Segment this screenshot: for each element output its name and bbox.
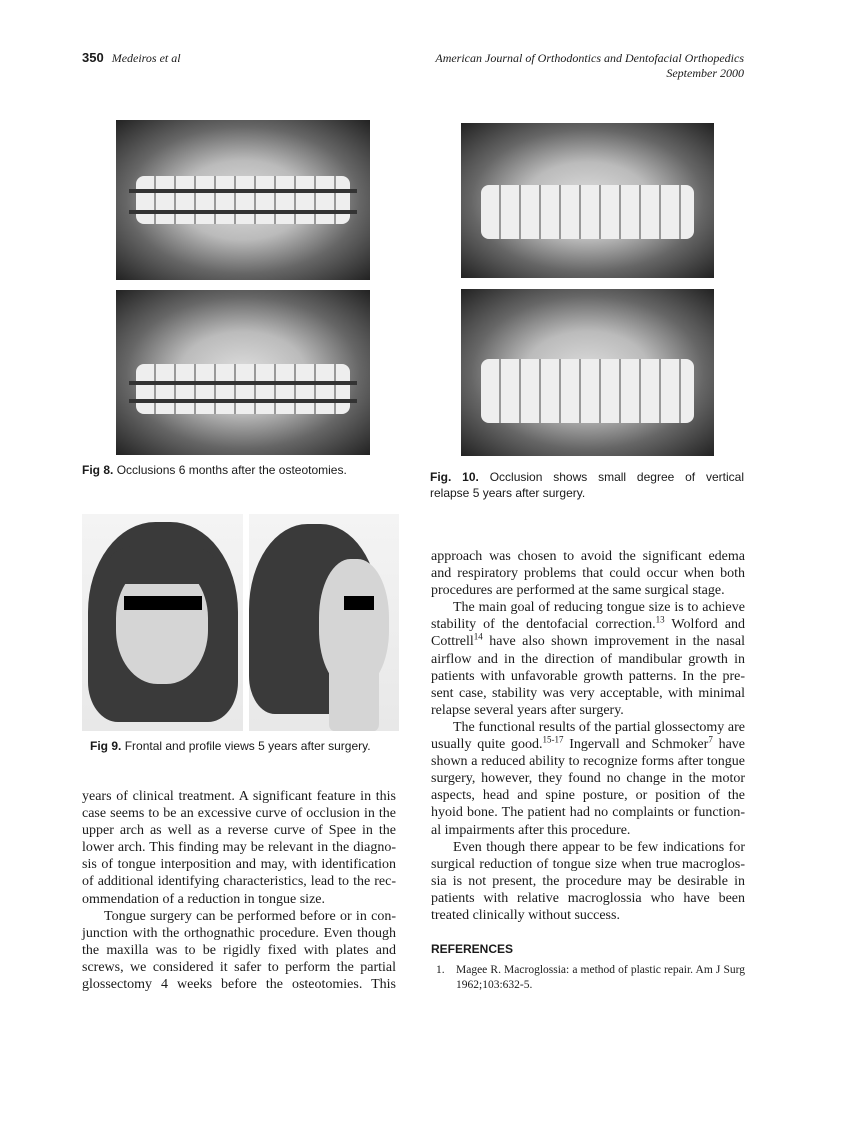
fig8-photo-upper bbox=[116, 120, 370, 280]
text-span: usually quite good. bbox=[431, 737, 543, 753]
fig8-caption bbox=[82, 462, 347, 478]
citation: 15-17 bbox=[542, 734, 564, 745]
journal-name: American Journal of Orthodontics and Dentofacial Orthopedics bbox=[435, 51, 744, 65]
text-line: glossectomy 4 weeks before the osteotomies. This bbox=[82, 977, 396, 993]
text-line: aspects, head and spine posture, or position of the bbox=[431, 788, 745, 804]
text-line: and respiratory problems that could occur when both bbox=[431, 566, 745, 582]
running-header-right bbox=[435, 51, 744, 81]
text-line: sent case, stability was very acceptable, with minimal bbox=[431, 685, 745, 701]
text-line: Even though there appear to be few indications for bbox=[453, 839, 745, 855]
fig9-caption-text: Frontal and profile views 5 years after surgery. bbox=[124, 739, 371, 753]
text-line: hyoid bone. The patient had no complaints or function- bbox=[431, 805, 745, 821]
text-line: procedures are performed at the same surgical stage. bbox=[431, 583, 725, 599]
reference-number: 1. bbox=[436, 964, 445, 976]
text-line: patients with relative macroglossia who have been bbox=[431, 890, 745, 906]
text-line: lower arch. This finding may be relevant in the diagno- bbox=[82, 840, 396, 856]
reference-text: 1962;103:632-5. bbox=[456, 979, 533, 991]
references-heading: REFERENCES bbox=[431, 942, 514, 956]
text-line: approach was chosen to avoid the significant edema bbox=[431, 549, 745, 564]
fig9-caption bbox=[90, 738, 371, 754]
journal-issue: September 2000 bbox=[666, 66, 744, 80]
reference-text: Magee R. Macroglossia: a method of plastic repair. Am J Surg bbox=[456, 964, 745, 976]
right-column-text bbox=[431, 548, 745, 924]
text-span: stability of the dentofacial correction. bbox=[431, 617, 656, 633]
citation: 14 bbox=[473, 631, 483, 642]
running-header-left bbox=[82, 50, 181, 66]
page-number: 350 bbox=[82, 50, 104, 65]
citation: 7 bbox=[708, 734, 713, 745]
text-line: sia is not present, the procedure may be desirable in bbox=[431, 873, 745, 889]
text-line: surgery, however, they found no change in the motor bbox=[431, 771, 745, 787]
eye-censor-bar bbox=[124, 596, 202, 610]
text-line: of additional identifying characteristics, lead to the rec- bbox=[82, 874, 396, 890]
fig10-photo-upper bbox=[461, 123, 714, 278]
fig8-photo-lower bbox=[116, 290, 370, 455]
text-span: Ingervall and Schmoker bbox=[563, 737, 709, 753]
citation: 13 bbox=[655, 614, 665, 625]
text-line bbox=[431, 633, 745, 650]
text-line: al impairments after this procedure. bbox=[431, 822, 631, 838]
left-column-text bbox=[82, 788, 396, 993]
text-line: sis of tongue interposition and may, with identification bbox=[82, 857, 396, 873]
text-line: screws, we considered it safer to perform the partial bbox=[82, 959, 396, 975]
text-line: surgical reduction of tongue size when true macroglos- bbox=[431, 856, 745, 872]
text-line: treated clinically without success. bbox=[431, 907, 620, 923]
fig9-photo-profile bbox=[249, 514, 399, 731]
fig10-caption bbox=[430, 469, 744, 501]
text-line: Tongue surgery can be performed before or in con- bbox=[104, 908, 396, 924]
fig8-label: Fig 8. bbox=[82, 463, 114, 477]
text-line bbox=[431, 736, 745, 753]
text-line: relapse several years after surgery. bbox=[431, 702, 624, 718]
text-line: the maxilla was to be rigidly fixed with plates and bbox=[82, 942, 396, 958]
fig9-label: Fig 9. bbox=[90, 739, 122, 753]
eye-censor-bar bbox=[344, 596, 374, 610]
text-line: airflow and in the direction of mandibular growth in bbox=[431, 651, 745, 667]
text-line: patients with unfavorable growth patterns. In the pre- bbox=[431, 668, 745, 684]
reference-item bbox=[431, 963, 745, 993]
fig10-label: Fig. 10. bbox=[430, 470, 479, 484]
text-line: The main goal of reducing tongue size is to achieve bbox=[453, 600, 745, 616]
text-span: have also shown improvement in the nasal bbox=[482, 634, 745, 650]
authors: Medeiros et al bbox=[111, 51, 181, 65]
text-line: case seems to be an excessive curve of occlusion in the bbox=[82, 806, 396, 822]
text-line: years of clinical treatment. A significant feature in this bbox=[82, 789, 396, 804]
fig9-photo-frontal bbox=[82, 514, 243, 731]
text-span: Wolford and bbox=[664, 617, 745, 633]
fig10-caption-line2: relapse 5 years after surgery. bbox=[430, 486, 586, 500]
fig10-caption-line1: Occlusion shows small degree of vertical bbox=[489, 470, 744, 484]
text-span: Cottrell bbox=[431, 634, 474, 650]
text-line: junction with the orthognathic procedure. Even though bbox=[82, 925, 396, 941]
text-line: shown a reduced ability to recognize forms after tongue bbox=[431, 754, 745, 770]
text-line: The functional results of the partial glossectomy are bbox=[453, 719, 745, 735]
fig10-photo-lower bbox=[461, 289, 714, 456]
text-line: upper arch as well as a reverse curve of Spee in the bbox=[82, 823, 396, 839]
text-line: ommendation of a reduction in tongue size. bbox=[82, 891, 325, 907]
fig8-caption-text: Occlusions 6 months after the osteotomies. bbox=[116, 463, 347, 477]
text-span: have bbox=[712, 737, 746, 753]
